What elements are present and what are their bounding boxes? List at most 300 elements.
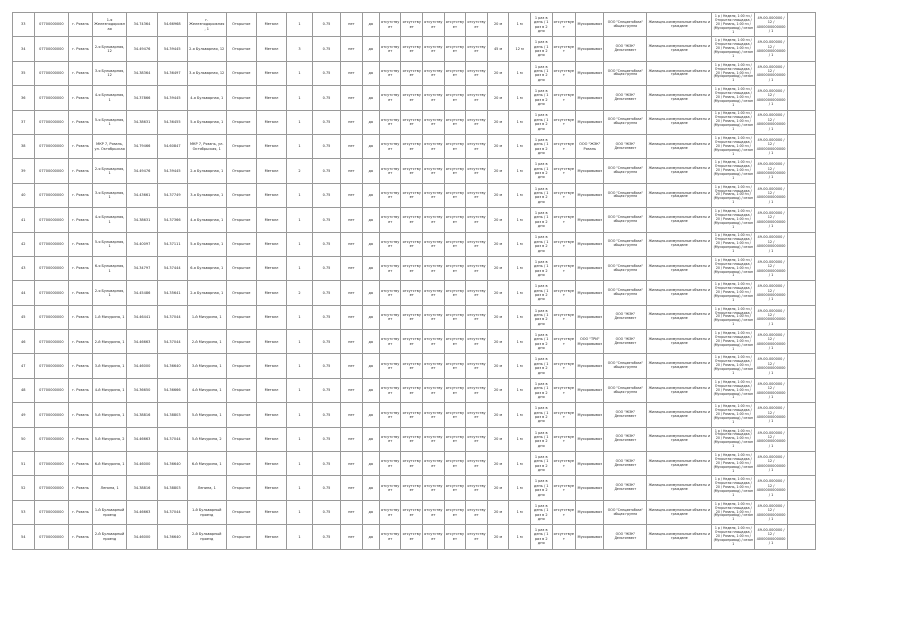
cell-a2: да <box>362 61 379 85</box>
cell-area: 20 м <box>487 61 509 85</box>
cell-freq: 1 раз в день / 1 раз в 2 дня <box>530 61 552 85</box>
cell-s4: отсутствует <box>444 476 466 500</box>
cell-s2: отсутствует <box>401 232 423 256</box>
cell-yr: 1 м <box>509 500 531 524</box>
cell-street: 3-я Бульварная, 1 <box>92 183 127 207</box>
cell-addr: 2-я Бульварная, 12 <box>187 37 226 61</box>
table-row <box>13 134 816 158</box>
cell-vol: 0.75 <box>312 500 340 524</box>
cell-org: ООО "Спецавтобаза" общая группа <box>604 208 647 232</box>
cell-no2: 54.37044 <box>157 330 187 354</box>
cell-cat: ООО "ЖЭК" Рязань <box>576 134 604 158</box>
cell-street: 5-й Мичурина, 1 <box>92 403 127 427</box>
cell-no2: 54.37111 <box>157 232 187 256</box>
cell-vol: 0.75 <box>312 183 340 207</box>
cell-addr: 2-й Мичурина, 1 <box>187 330 226 354</box>
cell-s5: отсутствует <box>466 37 488 61</box>
cell-street: 5-я Бульварная, 1 <box>92 110 127 134</box>
cell-empty <box>787 134 815 158</box>
cell-s2: отсутствует <box>401 281 423 305</box>
cell-street: Ленина, 1 <box>92 476 127 500</box>
cell-freq: 1 раз в день / 1 раз в 2 дня <box>530 110 552 134</box>
cell-type: Металл <box>256 281 286 305</box>
table-row <box>13 452 816 476</box>
cell-vol: 0.75 <box>312 427 340 451</box>
cell-empty <box>787 281 815 305</box>
cell-org: ООО "Спецавтобаза" общая группа <box>604 110 647 134</box>
cell-freq: 1 раз в день / 1 раз в 2 дня <box>530 427 552 451</box>
cell-area: 20 м <box>487 13 509 37</box>
cell-kind: отсутствует <box>552 110 576 134</box>
cell-freq: 1 раз в день / 1 раз в 2 дня <box>530 86 552 110</box>
cell-street: 5-й Мичурина, 2 <box>92 427 127 451</box>
cell-area: 20 м <box>487 256 509 280</box>
cell-a1: нет <box>341 256 363 280</box>
cell-yr: 1 м <box>509 86 531 110</box>
cell-sched: 1 р / Неделя, 1:00 нч / Открытая площадка / 20 / Рязань, 1:00 нч / (Мусоропровод) / сезон 1 <box>712 134 755 158</box>
cell-vol: 0.75 <box>312 37 340 61</box>
cell-contact: 49-00-000000 / 12 / 4000000000000 / 1 <box>755 159 787 183</box>
cell-a2: да <box>362 305 379 329</box>
table-row <box>13 305 816 329</box>
cell-street: 6-я Бульварная, 1 <box>92 256 127 280</box>
cell-freq: 1 раз в день / 1 раз в 2 дня <box>530 305 552 329</box>
cell-code: 07700000000 <box>34 378 69 402</box>
cell-s3: отсутствует <box>423 159 445 183</box>
cell-s5: отсутствует <box>466 452 488 476</box>
cell-no1: 34.46000 <box>127 452 157 476</box>
cell-city: г. Рязань <box>69 525 93 549</box>
cell-s2: отсутствует <box>401 86 423 110</box>
table-row <box>13 86 816 110</box>
cell-who: Жилищно-коммунальные объекты и граждане <box>647 452 712 476</box>
cell-street: 1-я Железнодорожная <box>92 13 127 37</box>
cell-place: Открытое <box>226 476 256 500</box>
cell-who: Жилищно-коммунальные объекты и граждане <box>647 476 712 500</box>
cell-s2: отсутствует <box>401 452 423 476</box>
cell-s4: отсутствует <box>444 354 466 378</box>
cell-type: Металл <box>256 525 286 549</box>
cell-place: Открытое <box>226 134 256 158</box>
cell-s1: отсутствует <box>379 86 401 110</box>
cell-n: 43 <box>13 256 35 280</box>
cell-area: 20 м <box>487 110 509 134</box>
cell-area: 20 м <box>487 183 509 207</box>
cell-empty <box>787 330 815 354</box>
cell-type: Металл <box>256 183 286 207</box>
cell-cnt: 2 <box>287 281 313 305</box>
cell-freq: 1 раз в день / 1 раз в 2 дня <box>530 354 552 378</box>
cell-no2: 54.36497 <box>157 61 187 85</box>
cell-yr: 1 м <box>509 208 531 232</box>
cell-no2: 54.37044 <box>157 500 187 524</box>
cell-s4: отсутствует <box>444 86 466 110</box>
cell-vol: 0.75 <box>312 134 340 158</box>
cell-place: Открытое <box>226 427 256 451</box>
cell-n: 53 <box>13 500 35 524</box>
cell-cat: Мусоровывоз <box>576 256 604 280</box>
cell-org: ООО "ЖЭК" Дельтинвест <box>604 427 647 451</box>
cell-no1: 34.34797 <box>127 256 157 280</box>
cell-a1: нет <box>341 330 363 354</box>
cell-kind: отсутствует <box>552 86 576 110</box>
cell-addr: 6-й Мичурина, 1 <box>187 452 226 476</box>
cell-type: Металл <box>256 378 286 402</box>
cell-type: Металл <box>256 403 286 427</box>
cell-contact: 49-00-000000 / 12 / 4000000000000 / 1 <box>755 134 787 158</box>
cell-sched: 1 р / Неделя, 1:00 нч / Открытая площадка / 20 / Рязань, 1:00 нч / (Мусоропровод) / сезон 1 <box>712 37 755 61</box>
cell-a2: да <box>362 110 379 134</box>
cell-addr: 4-я Бульварная, 1 <box>187 86 226 110</box>
cell-street: 2-я Бульварная, 1 <box>92 159 127 183</box>
cell-kind: отсутствует <box>552 256 576 280</box>
cell-sched: 1 р / Неделя, 1:00 нч / Открытая площадка / 20 / Рязань, 1:00 нч / (Мусоропровод) / сезон 1 <box>712 525 755 549</box>
cell-sched: 1 р / Неделя, 1:00 нч / Открытая площадка / 20 / Рязань, 1:00 нч / (Мусоропровод) / сезон 1 <box>712 452 755 476</box>
cell-cnt: 1 <box>287 403 313 427</box>
cell-city: г. Рязань <box>69 403 93 427</box>
cell-cat: Мусоровывоз <box>576 110 604 134</box>
cell-s1: отсутствует <box>379 452 401 476</box>
cell-a2: да <box>362 330 379 354</box>
cell-n: 34 <box>13 37 35 61</box>
cell-yr: 1 м <box>509 134 531 158</box>
cell-vol: 0.75 <box>312 13 340 37</box>
cell-n: 47 <box>13 354 35 378</box>
cell-cat: Мусоровывоз <box>576 378 604 402</box>
cell-n: 50 <box>13 427 35 451</box>
cell-addr: 2-я Бульварная, 1 <box>187 159 226 183</box>
cell-contact: 49-00-000000 / 12 / 4000000000000 / 1 <box>755 476 787 500</box>
cell-cat: Мусоровывоз <box>576 525 604 549</box>
cell-contact: 49-00-000000 / 12 / 4000000000000 / 1 <box>755 183 787 207</box>
cell-cat: ООО "ТРИ" Мусоровывоз <box>576 330 604 354</box>
cell-yr: 1 м <box>509 403 531 427</box>
cell-s2: отсутствует <box>401 330 423 354</box>
cell-org: ООО "ЖЭК" Дельтинвест <box>604 452 647 476</box>
cell-a1: нет <box>341 525 363 549</box>
cell-contact: 49-00-000000 / 12 / 4000000000000 / 1 <box>755 256 787 280</box>
cell-cnt: 1 <box>287 476 313 500</box>
cell-no2: 54.36640 <box>157 452 187 476</box>
cell-street: 1-й Бульварный проезд <box>92 500 127 524</box>
cell-s5: отсутствует <box>466 13 488 37</box>
cell-s1: отсутствует <box>379 134 401 158</box>
cell-cat: Мусоровывоз <box>576 427 604 451</box>
cell-code: 07700000000 <box>34 37 69 61</box>
cell-cat: Мусоровывоз <box>576 452 604 476</box>
cell-org: ООО "Спецавтобаза" общая группа <box>604 256 647 280</box>
cell-sched: 1 р / Неделя, 1:00 нч / Открытая площадка / 20 / Рязань, 1:00 нч / (Мусоропровод) / сезон 1 <box>712 500 755 524</box>
cell-s5: отсутствует <box>466 134 488 158</box>
cell-sched: 1 р / Неделя, 1:00 нч / Открытая площадка / 20 / Рязань, 1:00 нч / (Мусоропровод) / сезон 1 <box>712 403 755 427</box>
cell-org: ООО "ЖЭК" Дельтинвест <box>604 37 647 61</box>
cell-n: 37 <box>13 110 35 134</box>
cell-who: Жилищно-коммунальные объекты и граждане <box>647 403 712 427</box>
cell-cat: Мусоровывоз <box>576 208 604 232</box>
cell-s4: отсутствует <box>444 61 466 85</box>
cell-a1: нет <box>341 13 363 37</box>
cell-a2: да <box>362 452 379 476</box>
cell-cnt: 1 <box>287 354 313 378</box>
cell-s5: отсутствует <box>466 281 488 305</box>
cell-s4: отсутствует <box>444 403 466 427</box>
cell-s2: отсутствует <box>401 476 423 500</box>
cell-place: Открытое <box>226 525 256 549</box>
cell-s2: отсутствует <box>401 159 423 183</box>
cell-a2: да <box>362 281 379 305</box>
cell-city: г. Рязань <box>69 476 93 500</box>
cell-place: Открытое <box>226 281 256 305</box>
cell-a2: да <box>362 427 379 451</box>
cell-freq: 1 раз в день / 1 раз в 2 дня <box>530 183 552 207</box>
cell-vol: 0.75 <box>312 525 340 549</box>
cell-who: Жилищно-коммунальные объекты и граждане <box>647 500 712 524</box>
cell-s3: отсутствует <box>423 330 445 354</box>
cell-s4: отсутствует <box>444 208 466 232</box>
cell-who: Жилищно-коммунальные объекты и граждане <box>647 305 712 329</box>
cell-s3: отсутствует <box>423 452 445 476</box>
cell-sched: 1 р / Неделя, 1:00 нч / Открытая площадка / 20 / Рязань, 1:00 нч / (Мусоропровод) / сезон 1 <box>712 256 755 280</box>
cell-freq: 1 раз в день / 1 раз в 2 дня <box>530 500 552 524</box>
cell-s4: отсутствует <box>444 134 466 158</box>
cell-a1: нет <box>341 86 363 110</box>
table-row <box>13 330 816 354</box>
cell-who: Жилищно-коммунальные объекты и граждане <box>647 86 712 110</box>
cell-kind: отсутствует <box>552 208 576 232</box>
cell-a1: нет <box>341 232 363 256</box>
cell-s3: отсутствует <box>423 427 445 451</box>
cell-n: 36 <box>13 86 35 110</box>
cell-cnt: 1 <box>287 378 313 402</box>
cell-cat: Мусоровывоз <box>576 500 604 524</box>
cell-no2: 54.37044 <box>157 305 187 329</box>
cell-cnt: 1 <box>287 427 313 451</box>
cell-cnt: 1 <box>287 500 313 524</box>
cell-s5: отсутствует <box>466 159 488 183</box>
cell-a1: нет <box>341 110 363 134</box>
cell-code: 07700000000 <box>34 13 69 37</box>
cell-no2: 54.37444 <box>157 256 187 280</box>
cell-kind: отсутствует <box>552 378 576 402</box>
cell-s4: отсутствует <box>444 525 466 549</box>
cell-s3: отсутствует <box>423 134 445 158</box>
cell-s5: отсутствует <box>466 208 488 232</box>
cell-s1: отсутствует <box>379 208 401 232</box>
cell-addr: 1-й Мичурина, 1 <box>187 305 226 329</box>
table-row <box>13 354 816 378</box>
cell-empty <box>787 305 815 329</box>
cell-type: Металл <box>256 305 286 329</box>
cell-kind: отсутствует <box>552 183 576 207</box>
cell-kind: отсутствует <box>552 354 576 378</box>
cell-freq: 1 раз в день / 1 раз в 2 дня <box>530 208 552 232</box>
cell-no1: 34.43661 <box>127 183 157 207</box>
cell-city: г. Рязань <box>69 159 93 183</box>
cell-kind: отсутствует <box>552 281 576 305</box>
cell-code: 07700000000 <box>34 305 69 329</box>
cell-vol: 0.75 <box>312 86 340 110</box>
cell-type: Металл <box>256 13 286 37</box>
cell-place: Открытое <box>226 500 256 524</box>
cell-kind: отсутствует <box>552 525 576 549</box>
cell-area: 45 м <box>487 37 509 61</box>
cell-code: 07700000000 <box>34 281 69 305</box>
cell-addr: г. Железнодорожная, 1 <box>187 13 226 37</box>
cell-place: Открытое <box>226 378 256 402</box>
cell-s1: отсутствует <box>379 525 401 549</box>
cell-who: Жилищно-коммунальные объекты и граждане <box>647 427 712 451</box>
cell-a1: нет <box>341 427 363 451</box>
cell-s5: отсутствует <box>466 525 488 549</box>
cell-n: 38 <box>13 134 35 158</box>
cell-yr: 1 м <box>509 378 531 402</box>
cell-area: 20 м <box>487 500 509 524</box>
cell-street: 4-я Бульварная, 1 <box>92 208 127 232</box>
cell-cat: Мусоровывоз <box>576 403 604 427</box>
cell-empty <box>787 13 815 37</box>
cell-n: 45 <box>13 305 35 329</box>
cell-code: 07700000000 <box>34 354 69 378</box>
table-row <box>13 427 816 451</box>
cell-type: Металл <box>256 500 286 524</box>
cell-s4: отсутствует <box>444 159 466 183</box>
cell-s2: отсутствует <box>401 354 423 378</box>
cell-vol: 0.75 <box>312 452 340 476</box>
cell-type: Металл <box>256 37 286 61</box>
cell-street: 1-й Мичурина, 1 <box>92 305 127 329</box>
cell-a2: да <box>362 476 379 500</box>
cell-addr: 5-я Бульварная, 1 <box>187 232 226 256</box>
cell-place: Открытое <box>226 256 256 280</box>
cell-code: 07700000000 <box>34 403 69 427</box>
cell-cat: Мусоровывоз <box>576 86 604 110</box>
cell-code: 07700000000 <box>34 525 69 549</box>
cell-freq: 1 раз в день / 1 раз в 2 дня <box>530 37 552 61</box>
cell-city: г. Рязань <box>69 281 93 305</box>
cell-addr: 3-й Мичурина, 1 <box>187 354 226 378</box>
cell-vol: 0.75 <box>312 476 340 500</box>
cell-a2: да <box>362 256 379 280</box>
cell-code: 07700000000 <box>34 476 69 500</box>
cell-empty <box>787 37 815 61</box>
cell-code: 07700000000 <box>34 61 69 85</box>
cell-area: 20 м <box>487 476 509 500</box>
cell-code: 07700000000 <box>34 183 69 207</box>
cell-empty <box>787 232 815 256</box>
cell-street: 3-й Мичурина, 1 <box>92 354 127 378</box>
cell-s5: отсутствует <box>466 256 488 280</box>
cell-sched: 1 р / Неделя, 1:00 нч / Открытая площадка / 20 / Рязань, 1:00 нч / (Мусоропровод) / сезон 1 <box>712 61 755 85</box>
cell-code: 07700000000 <box>34 427 69 451</box>
cell-n: 44 <box>13 281 35 305</box>
cell-street: 2-я Бульварная, 1 <box>92 281 127 305</box>
cell-cnt: 1 <box>287 525 313 549</box>
cell-n: 42 <box>13 232 35 256</box>
cell-contact: 49-00-000000 / 12 / 4000000000000 / 1 <box>755 110 787 134</box>
cell-freq: 1 раз в день / 1 раз в 2 дня <box>530 525 552 549</box>
cell-city: г. Рязань <box>69 305 93 329</box>
cell-s5: отсутствует <box>466 330 488 354</box>
cell-s5: отсутствует <box>466 403 488 427</box>
cell-s2: отсутствует <box>401 525 423 549</box>
cell-a2: да <box>362 232 379 256</box>
cell-s1: отсутствует <box>379 232 401 256</box>
cell-street: 5-я Бульварная, 1 <box>92 232 127 256</box>
cell-s2: отсутствует <box>401 183 423 207</box>
cell-no2: 54.39445 <box>157 37 187 61</box>
cell-no2: 54.60847 <box>157 134 187 158</box>
cell-org: ООО "ЖЭК" Дельтинвест <box>604 86 647 110</box>
cell-code: 07700000000 <box>34 330 69 354</box>
cell-s2: отсутствует <box>401 305 423 329</box>
cell-who: Жилищно-коммунальные объекты и граждане <box>647 37 712 61</box>
cell-city: г. Рязань <box>69 134 93 158</box>
cell-s4: отсутствует <box>444 452 466 476</box>
cell-s1: отсутствует <box>379 159 401 183</box>
cell-sched: 1 р / Неделя, 1:00 нч / Открытая площадка / 20 / Рязань, 1:00 нч / (Мусоропровод) / сезон 1 <box>712 354 755 378</box>
cell-street: МКР 7, Рязань, ул. Октябрьская <box>92 134 127 158</box>
cell-s5: отсутствует <box>466 305 488 329</box>
cell-s4: отсутствует <box>444 305 466 329</box>
cell-s5: отсутствует <box>466 476 488 500</box>
cell-s1: отсутствует <box>379 476 401 500</box>
table-row <box>13 525 816 549</box>
table-row <box>13 110 816 134</box>
cell-s5: отсутствует <box>466 110 488 134</box>
cell-code: 07700000000 <box>34 256 69 280</box>
cell-empty <box>787 256 815 280</box>
cell-freq: 1 раз в день / 1 раз в 2 дня <box>530 281 552 305</box>
cell-s3: отсутствует <box>423 305 445 329</box>
cell-s1: отсутствует <box>379 13 401 37</box>
cell-vol: 0.75 <box>312 256 340 280</box>
cell-s2: отсутствует <box>401 37 423 61</box>
cell-contact: 49-00-000000 / 12 / 4000000000000 / 1 <box>755 37 787 61</box>
cell-empty <box>787 354 815 378</box>
cell-yr: 1 м <box>509 61 531 85</box>
cell-freq: 1 раз в день / 1 раз в 2 дня <box>530 232 552 256</box>
cell-area: 20 м <box>487 525 509 549</box>
cell-yr: 1 м <box>509 305 531 329</box>
registry-table <box>12 12 816 550</box>
cell-no1: 34.40097 <box>127 232 157 256</box>
cell-empty <box>787 500 815 524</box>
table-row <box>13 37 816 61</box>
cell-who: Жилищно-коммунальные объекты и граждане <box>647 13 712 37</box>
cell-freq: 1 раз в день / 1 раз в 2 дня <box>530 476 552 500</box>
cell-contact: 49-00-000000 / 12 / 4000000000000 / 1 <box>755 427 787 451</box>
cell-type: Металл <box>256 476 286 500</box>
cell-cnt: 1 <box>287 134 313 158</box>
registry-sheet <box>12 12 816 550</box>
cell-cnt: 1 <box>287 13 313 37</box>
cell-freq: 1 раз в день / 1 раз в 2 дня <box>530 13 552 37</box>
cell-n: 48 <box>13 378 35 402</box>
cell-s2: отсутствует <box>401 208 423 232</box>
cell-s1: отсутствует <box>379 110 401 134</box>
cell-code: 07700000000 <box>34 134 69 158</box>
cell-no1: 34.46663 <box>127 500 157 524</box>
cell-type: Металл <box>256 354 286 378</box>
cell-yr: 1 м <box>509 330 531 354</box>
cell-who: Жилищно-коммунальные объекты и граждане <box>647 208 712 232</box>
cell-empty <box>787 86 815 110</box>
cell-no2: 54.39445 <box>157 159 187 183</box>
cell-empty <box>787 403 815 427</box>
cell-cat: Мусоровывоз <box>576 37 604 61</box>
cell-a1: нет <box>341 476 363 500</box>
cell-area: 20 м <box>487 330 509 354</box>
